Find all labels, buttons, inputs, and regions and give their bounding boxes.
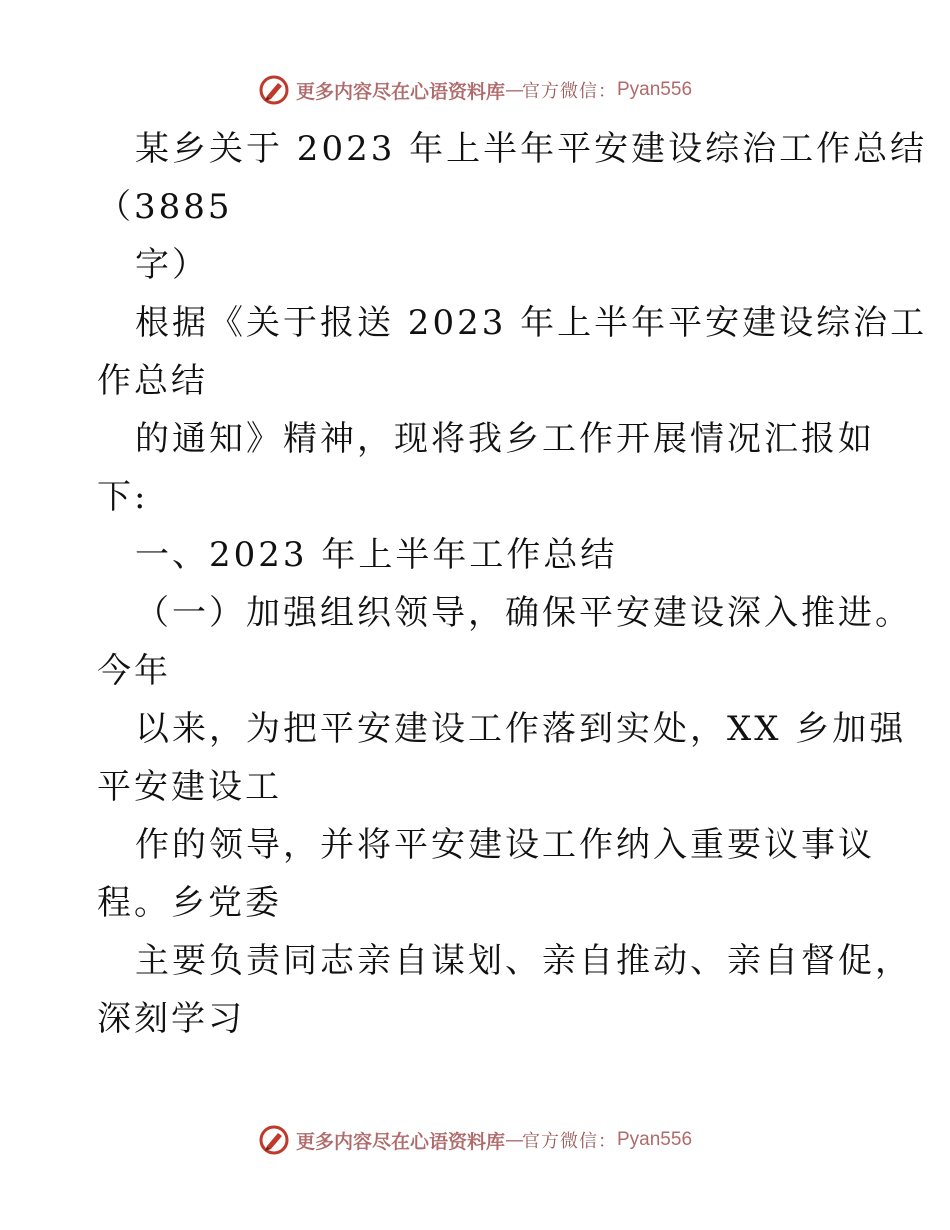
doc-title-line: 某乡关于 2023 年上半年平安建设综治工作总结 bbox=[135, 129, 928, 169]
doc-line: 作总结 bbox=[97, 361, 208, 401]
doc-line: 下: bbox=[97, 477, 149, 517]
doc-line: 作的领导，并将平安建设工作纳入重要议事议 bbox=[135, 825, 875, 865]
footer-promo-text: 更多内容尽在心语资料库 bbox=[295, 1130, 505, 1153]
subsection-heading: （一）加强组织领导，确保平安建设深入推进。 bbox=[135, 593, 912, 633]
doc-line: 程。乡党委 bbox=[97, 883, 282, 923]
header-banner bbox=[0, 70, 950, 110]
header-promo-text: 更多内容尽在心语资料库 bbox=[295, 80, 505, 103]
doc-title-continuation: （3885 bbox=[97, 187, 233, 227]
doc-line: 主要负责同志亲自谋划、亲自推动、亲自督促， bbox=[135, 941, 912, 981]
doc-line: 字） bbox=[135, 245, 209, 285]
doc-line: 平安建设工 bbox=[97, 767, 282, 807]
doc-line: 深刻学习 bbox=[97, 999, 245, 1039]
footer-wechat-label: 官方微信： bbox=[522, 1131, 617, 1152]
section-heading: 一、2023 年上半年工作总结 bbox=[135, 535, 618, 575]
header-wechat-label: 官方微信： bbox=[522, 81, 617, 102]
footer-separator: — bbox=[505, 1129, 522, 1151]
doc-line: 的通知》精神，现将我乡工作开展情况汇报如 bbox=[135, 419, 875, 459]
doc-line: 今年 bbox=[97, 651, 171, 691]
doc-line: 根据《关于报送 2023 年上半年平安建设综治工 bbox=[135, 303, 928, 343]
brush-logo-icon bbox=[258, 74, 290, 106]
doc-line: 以来，为把平安建设工作落到实处，XX 乡加强 bbox=[135, 709, 907, 749]
header-separator: — bbox=[505, 79, 522, 101]
footer-banner bbox=[0, 1120, 950, 1160]
footer-wechat-id: Pyan556 bbox=[617, 1129, 693, 1150]
document-body bbox=[97, 120, 928, 1048]
brush-logo-icon bbox=[258, 1124, 290, 1156]
header-wechat-id: Pyan556 bbox=[617, 79, 693, 100]
